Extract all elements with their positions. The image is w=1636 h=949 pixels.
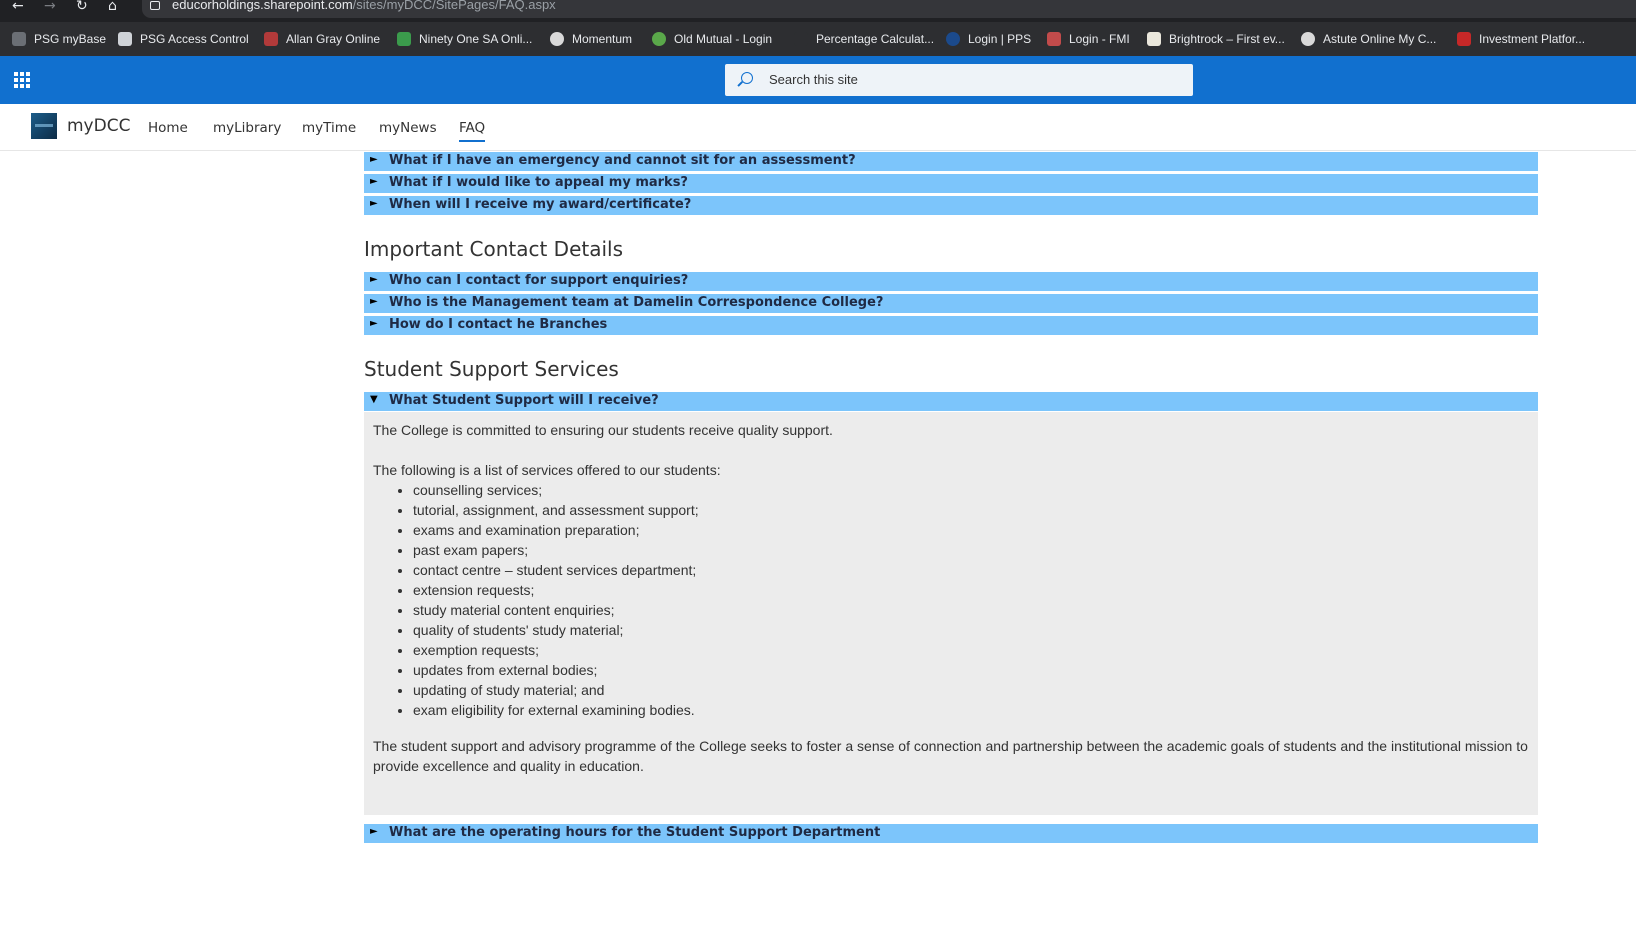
site-header (0, 104, 1636, 151)
globe-icon (550, 32, 564, 46)
bookmark-login-pps[interactable]: Login | PPS (946, 30, 1031, 48)
expand-arrow-icon: ► (370, 296, 378, 307)
bookmark-momentum[interactable]: Momentum (550, 30, 632, 48)
address-bar[interactable] (142, 0, 1636, 18)
bookmark-ninety-one[interactable]: Ninety One SA Onli... (397, 30, 532, 48)
globe-icon (1301, 32, 1315, 46)
list-item: • counselling services; (413, 480, 699, 500)
expand-arrow-icon: ► (370, 176, 378, 187)
faq-question-management[interactable]: ► Who is the Management team at Damelin Correspondence College? (364, 294, 1538, 313)
bookmark-percentage-calculator[interactable]: Percentage Calculat... (794, 30, 934, 48)
faq-question-branches[interactable]: ► How do I contact he Branches (364, 316, 1538, 335)
search-placeholder: Search this site (769, 72, 858, 87)
list-item: • quality of students' study material; (413, 620, 699, 640)
nav-mylibrary[interactable]: myLibrary (213, 120, 282, 136)
search-icon (741, 72, 753, 84)
list-item: • updates from external bodies; (413, 660, 699, 680)
list-item: • tutorial, assignment, and assessment support; (413, 500, 699, 520)
list-item: • updating of study material; and (413, 680, 699, 700)
search-box[interactable] (725, 64, 1193, 96)
bookmark-favicon-icon (118, 32, 132, 46)
bookmark-favicon-icon (794, 32, 808, 46)
expand-arrow-icon: ► (370, 154, 378, 165)
section-heading-contact: Important Contact Details (364, 237, 624, 261)
answer-closing: The student support and advisory programme of the College seeks to foster a sense of connection and partnership between the academic goals of students and the institutional mission to provide excellence and quality in education. (373, 738, 1528, 774)
answer-intro: The College is committed to ensuring our students receive quality support. (373, 422, 833, 438)
section-heading-support: Student Support Services (364, 357, 619, 381)
answer-list-intro: The following is a list of services offered to our students: (373, 462, 721, 478)
list-item: • study material content enquiries; (413, 600, 699, 620)
expand-arrow-icon: ► (370, 826, 378, 837)
list-item: • extension requests; (413, 580, 699, 600)
bookmark-investment-platform[interactable]: Investment Platfor... (1457, 30, 1585, 48)
url-text: educorholdings.sharepoint.com/sites/myDCC/SitePages/FAQ.aspx (172, 0, 556, 12)
bookmark-favicon-icon (12, 32, 26, 46)
nav-faq[interactable]: FAQ (459, 120, 485, 142)
faq-question-emergency[interactable]: ► What if I have an emergency and cannot sit for an assessment? (364, 152, 1538, 171)
site-logo[interactable] (31, 113, 57, 139)
list-item: • exam eligibility for external examining bodies. (413, 700, 699, 720)
collapse-arrow-icon: ▼ (370, 394, 378, 405)
bookmark-favicon-icon (264, 32, 278, 46)
nav-home[interactable]: Home (148, 120, 188, 136)
faq-question-award[interactable]: ► When will I receive my award/certificate? (364, 196, 1538, 215)
faq-question-student-support[interactable]: ▼ What Student Support will I receive? (364, 392, 1538, 411)
bookmark-astute[interactable]: Astute Online My C... (1301, 30, 1436, 48)
bookmark-psg-access-control[interactable]: PSG Access Control (118, 30, 249, 48)
bookmark-allan-gray[interactable]: Allan Gray Online (264, 30, 380, 48)
list-item: • past exam papers; (413, 540, 699, 560)
bookmark-login-fmi[interactable]: Login - FMI (1047, 30, 1130, 48)
lock-icon (150, 1, 160, 10)
list-item: • exams and examination preparation; (413, 520, 699, 540)
site-title[interactable]: myDCC (67, 116, 131, 136)
list-item: • contact centre – student services department; (413, 560, 699, 580)
bookmarks-bar (0, 22, 1636, 56)
bookmark-old-mutual[interactable]: Old Mutual - Login (652, 30, 772, 48)
bookmark-favicon-icon (397, 32, 411, 46)
bookmark-psg-mybase[interactable]: PSG myBase (12, 30, 106, 48)
bookmark-favicon-icon (1047, 32, 1061, 46)
nav-mytime[interactable]: myTime (302, 120, 357, 136)
app-launcher-icon[interactable] (14, 72, 30, 88)
faq-question-appeal[interactable]: ► What if I would like to appeal my marks? (364, 174, 1538, 193)
list-item: • exemption requests; (413, 640, 699, 660)
bookmark-favicon-icon (1457, 32, 1471, 46)
home-icon[interactable]: ⌂ (108, 0, 117, 14)
faq-question-support-contact[interactable]: ► Who can I contact for support enquiries? (364, 272, 1538, 291)
browser-toolbar (0, 0, 1636, 22)
forward-icon[interactable]: → (44, 0, 56, 14)
back-icon[interactable]: ← (12, 0, 24, 14)
nav-mynews[interactable]: myNews (379, 120, 437, 136)
expand-arrow-icon: ► (370, 198, 378, 209)
reload-icon[interactable]: ↻ (76, 0, 88, 14)
bookmark-favicon-icon (946, 32, 960, 46)
services-list (373, 480, 699, 720)
faq-question-operating-hours[interactable]: ► What are the operating hours for the Student Support Department (364, 824, 1538, 843)
bookmark-favicon-icon (1147, 32, 1161, 46)
suite-bar (0, 56, 1636, 104)
expand-arrow-icon: ► (370, 318, 378, 329)
expand-arrow-icon: ► (370, 274, 378, 285)
faq-answer-panel (364, 412, 1538, 815)
bookmark-favicon-icon (652, 32, 666, 46)
bookmark-brightrock[interactable]: Brightrock – First ev... (1147, 30, 1285, 48)
